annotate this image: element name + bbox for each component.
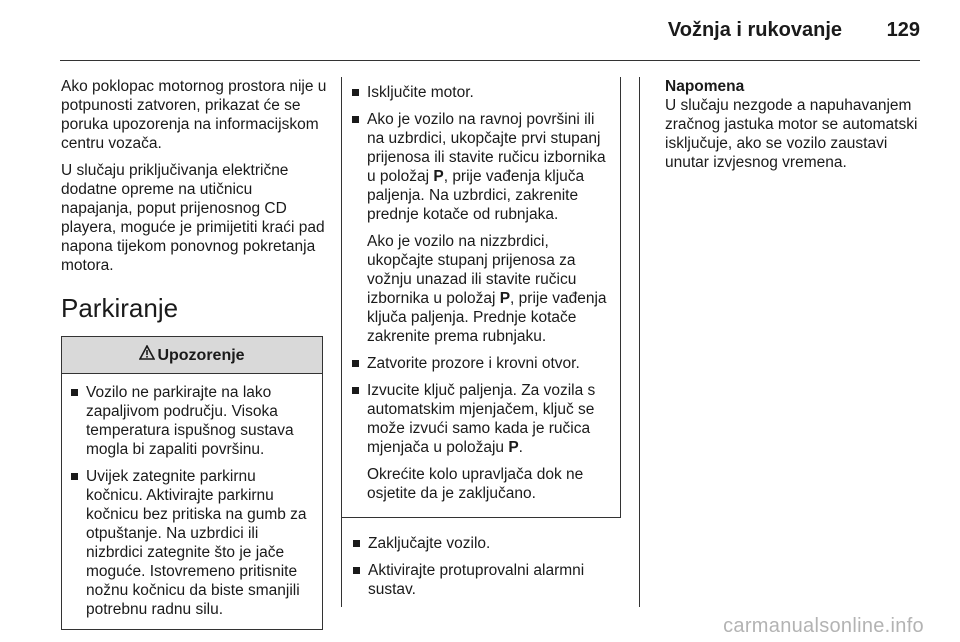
chapter-title: Vožnja i rukovanje [667, 19, 842, 41]
step-close-windows: Zatvorite prozore i krovni otvor. [367, 355, 580, 372]
step-remove-key: Izvucite ključ paljenja. Za vozila s automatskim mjenjačem, ključ se može izvući samo kada je ručica mjenjača u položaju P. [367, 382, 596, 456]
header-divider [60, 60, 920, 61]
column-divider-2 [639, 77, 640, 607]
page-header [0, 0, 960, 62]
step-engine-off: Isključite motor. [367, 84, 474, 101]
section-heading-parking: Parkiranje [61, 293, 179, 323]
final-steps-list [351, 534, 619, 599]
paragraph-power-outlet: U slučaju priključivanja električne dodatne opreme na utičnicu napajanja, poput prijenosnog CD playera, moguće je primijetiti kraći pad napona tijekom ponovnog pokretanja motora. [61, 162, 325, 274]
column-left [61, 77, 327, 630]
list-item [350, 83, 612, 102]
watermark: carmanualsonline.info [723, 615, 924, 637]
list-item [350, 110, 612, 346]
list-item [351, 534, 619, 553]
warning-header [62, 337, 322, 374]
parking-steps-list [350, 83, 612, 503]
warning-box [61, 336, 323, 630]
step-steering-lock: Okrećite kolo upravljača dok ne osjetite da je zaključano. [367, 466, 584, 502]
step-activate-alarm: Aktivirajte protuprovalni alarmni sustav. [368, 562, 585, 598]
list-item [351, 561, 619, 599]
page-number: 129 [886, 19, 920, 41]
list-item [350, 381, 612, 503]
warning-title: Upozorenje [157, 346, 245, 364]
warning-item: Uvijek zategnite parkirnu kočnicu. Aktivirajte parkirnu kočnicu bez pritiska na gumb za otpuštanje. Na uzbrdici ili nizbrdici zategnite što je jače moguće. Istovremeno pritisnite nožnu kočnicu da biste smanjili potrebnu radnu silu. [69, 467, 314, 619]
step-gear-selection: Ako je vozilo na ravnoj površini ili na uzbrdici, ukopčajte prvi stupanj prijenosa ili stavite ručicu izbornika u položaj P, prije vađenja ključa paljenja. Na uzbrdici, zakrenite prednje kotače od rubnjaka. [367, 111, 606, 223]
step-downhill-note: Ako je vozilo na nizzbrdici, ukopčajte stupanj prijenosa za vožnju unazad ili stavite ručicu izbornika u položaj P, prije vađenja ključa paljenja. Prednje kotače zakrenite prema rubnjaku. [367, 233, 607, 345]
column-right [665, 77, 927, 172]
warning-list [69, 383, 314, 619]
list-item [350, 354, 612, 373]
warning-body [62, 374, 322, 629]
warning-triangle-icon [139, 345, 155, 365]
step-lock-vehicle: Zaključajte vozilo. [368, 535, 491, 552]
column-middle [351, 77, 619, 607]
note-text: U slučaju nezgode a napuhavanjem zračnog jastuka motor se automatski isključuje, ako se vozilo zaustavi unutar izvjesnog vremena. [665, 97, 918, 171]
paragraph-bonnet-warning: Ako poklopac motornog prostora nije u potpunosti zatvoren, prikazat će se poruka upozorenja na informacijskom centru vozača. [61, 78, 327, 152]
warning-item: Vozilo ne parkirajte na lako zapaljivom području. Visoka temperatura ispušnog sustava mogla bi zapaliti površinu. [69, 383, 314, 459]
note-title: Napomena [665, 78, 745, 95]
continued-warning-box [341, 77, 621, 518]
